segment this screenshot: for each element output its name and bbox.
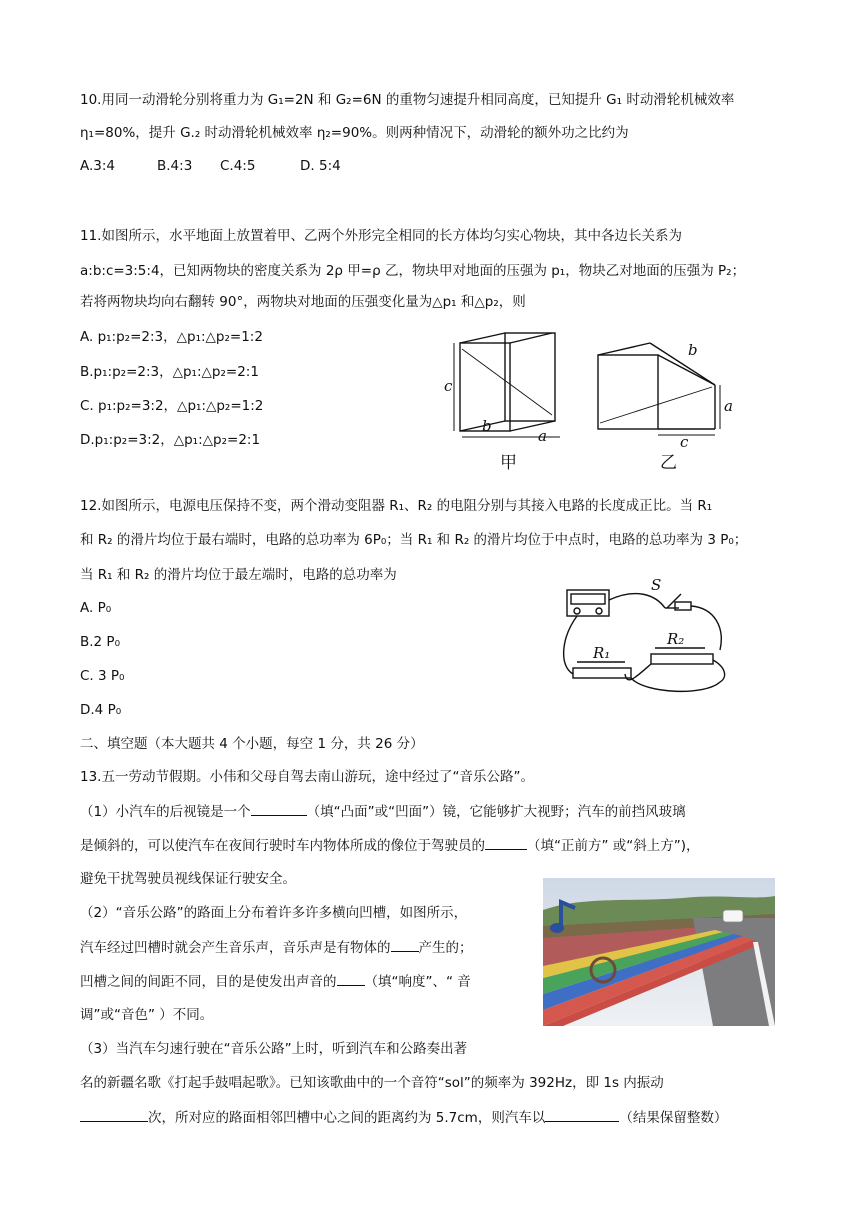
q13-p1-b: （填“凸面”或“凹面”）镜，它能够扩大视野；汽车的前挡风玻璃 [306,804,686,820]
q13-p3-line1: （3）当汽车匀速行驶在“音乐公路”上时，听到汽车和公路奏出著 [80,1041,468,1057]
q13-p1-c: 是倾斜的，可以使汽车在夜间行驶时车内物体所成的像位于驾驶员的 [80,838,485,854]
switch-label: S [651,578,662,594]
q11-line3: 若将两物块均向右翻转 90°，两物块对地面的压强变化量为△p₁ 和△p₂，则 [80,294,526,310]
q12-option-c: C. 3 P₀ [80,668,125,684]
q10-option-b: B.4:3 [157,158,193,174]
yi-label-b: b [688,341,698,359]
q13-p2-line4: 调”或“音色” ）不同。 [80,1007,214,1023]
switch [667,594,681,608]
q13-p1-d: （填“正前方” 或“斜上方”)， [527,838,700,854]
yi-label-c: c [680,433,689,451]
jia-label-c: c [444,377,453,395]
q13-p1-line2 [80,835,780,856]
r2-label: R₂ [667,630,685,648]
yi-label-a: a [724,397,733,415]
q13-p1-line3: 避免干扰驾驶员视线保证行驶安全。 [80,871,296,887]
q13-p2-d: 凹槽之间的间距不同，目的是使发出声音的 [80,974,337,990]
rheostat-r1 [573,668,631,678]
q11-blocks-figure [440,325,740,475]
q11-option-c: C. p₁:p₂=3:2，△p₁:△p₂=1:2 [80,398,264,414]
r1-label: R₁ [593,644,611,662]
yi-caption: 乙 [660,453,677,473]
q13-p2-c: 产生的； [418,940,473,956]
jia-caption: 甲 [500,453,517,473]
q13-blank-6[interactable] [545,1107,619,1122]
q10-line2: η₁=80%，提升 G.₂ 时动滑轮机械效率 η₂=90%。则两种情况下，动滑轮的额外功之比约为 [80,125,629,141]
q13-p2-b: 汽车经过凹槽时就会产生音乐声，音乐声是有物体的 [80,940,391,956]
q11-line2: a:b:c=3:5:4，已知两物块的密度关系为 2ρ 甲=ρ 乙，物块甲对地面的压强为 p₁，物块乙对地面的压强为 P₂； [80,263,746,279]
q12-line1: 12.如图所示，电源电压保持不变，两个滑动变阻器 R₁、R₂ 的电阻分别与其接入电路的长度成正比。当 R₁ [80,498,713,514]
q12-circuit-figure [555,578,735,700]
q13-p1-a: （1）小汽车的后视镜是一个 [80,804,251,820]
q10-option-d: D. 5:4 [300,158,341,174]
q11-option-a: A. p₁:p₂=2:3，△p₁:△p₂=1:2 [80,329,263,345]
q13-p3-c: 次，所对应的路面相邻凹槽中心之间的距离约为 5.7cm，则汽车以 [148,1110,546,1126]
q12-line3: 当 R₁ 和 R₂ 的滑片均位于最左端时，电路的总功率为 [80,567,397,583]
q13-p3-line2: 名的新疆名歌《打起手鼓唱起歌》。已知该歌曲中的一个音符“sol”的频率为 392Hz，即 1s 内振动 [80,1075,664,1091]
q10-option-c: C.4:5 [220,158,256,174]
music-road-photo [543,878,775,1026]
q13-blank-2[interactable] [485,835,527,850]
q13-p3-d: （结果保留整数） [619,1110,728,1126]
q13-p2-line1: （2）“音乐公路”的路面上分布着许多许多横向凹槽，如图所示， [80,905,468,921]
q12-option-b: B.2 P₀ [80,634,120,650]
q13-blank-5[interactable] [80,1107,148,1122]
q11-line1: 11.如图所示，水平地面上放置着甲、乙两个外形完全相同的长方体均匀实心物块，其中各边长关系为 [80,228,682,244]
q13-p2-e: （填“响度”、“ 音 [364,974,471,990]
q13-p3-line3 [80,1107,780,1128]
jia-label-a: a [538,427,547,445]
jia-label-b: b [482,417,492,435]
q12-option-d: D.4 P₀ [80,702,122,718]
q13-p1-line1 [80,801,780,822]
q12-line2: 和 R₂ 的滑片均位于最右端时，电路的总功率为 6P₀；当 R₁ 和 R₂ 的滑片均位于中点时，电路的总功率为 3 P₀； [80,532,748,548]
rheostat-r2 [651,654,713,664]
q10-option-a: A.3:4 [80,158,116,174]
q13-intro: 13.五一劳动节假期。小伟和父母自驾去南山游玩，途中经过了“音乐公路”。 [80,769,534,785]
q10-line1: 10.用同一动滑轮分别将重力为 G₁=2N 和 G₂=6N 的重物匀速提升相同高度，已知提升 G₁ 时动滑轮机械效率 [80,92,735,108]
q13-blank-1[interactable] [251,801,307,816]
q12-option-a: A. P₀ [80,600,112,616]
q11-option-d: D.p₁:p₂=3:2，△p₁:△p₂=2:1 [80,432,261,448]
q13-p2-line2 [80,937,530,958]
q13-blank-3[interactable] [391,937,419,952]
block-jia [460,333,555,431]
q13-blank-4[interactable] [337,971,365,986]
q13-p2-line3 [80,971,530,992]
q11-option-b: B.p₁:p₂=2:3，△p₁:△p₂=2:1 [80,364,259,380]
section2-heading: 二、填空题（本大题共 4 个小题，每空 1 分，共 26 分） [80,736,424,752]
